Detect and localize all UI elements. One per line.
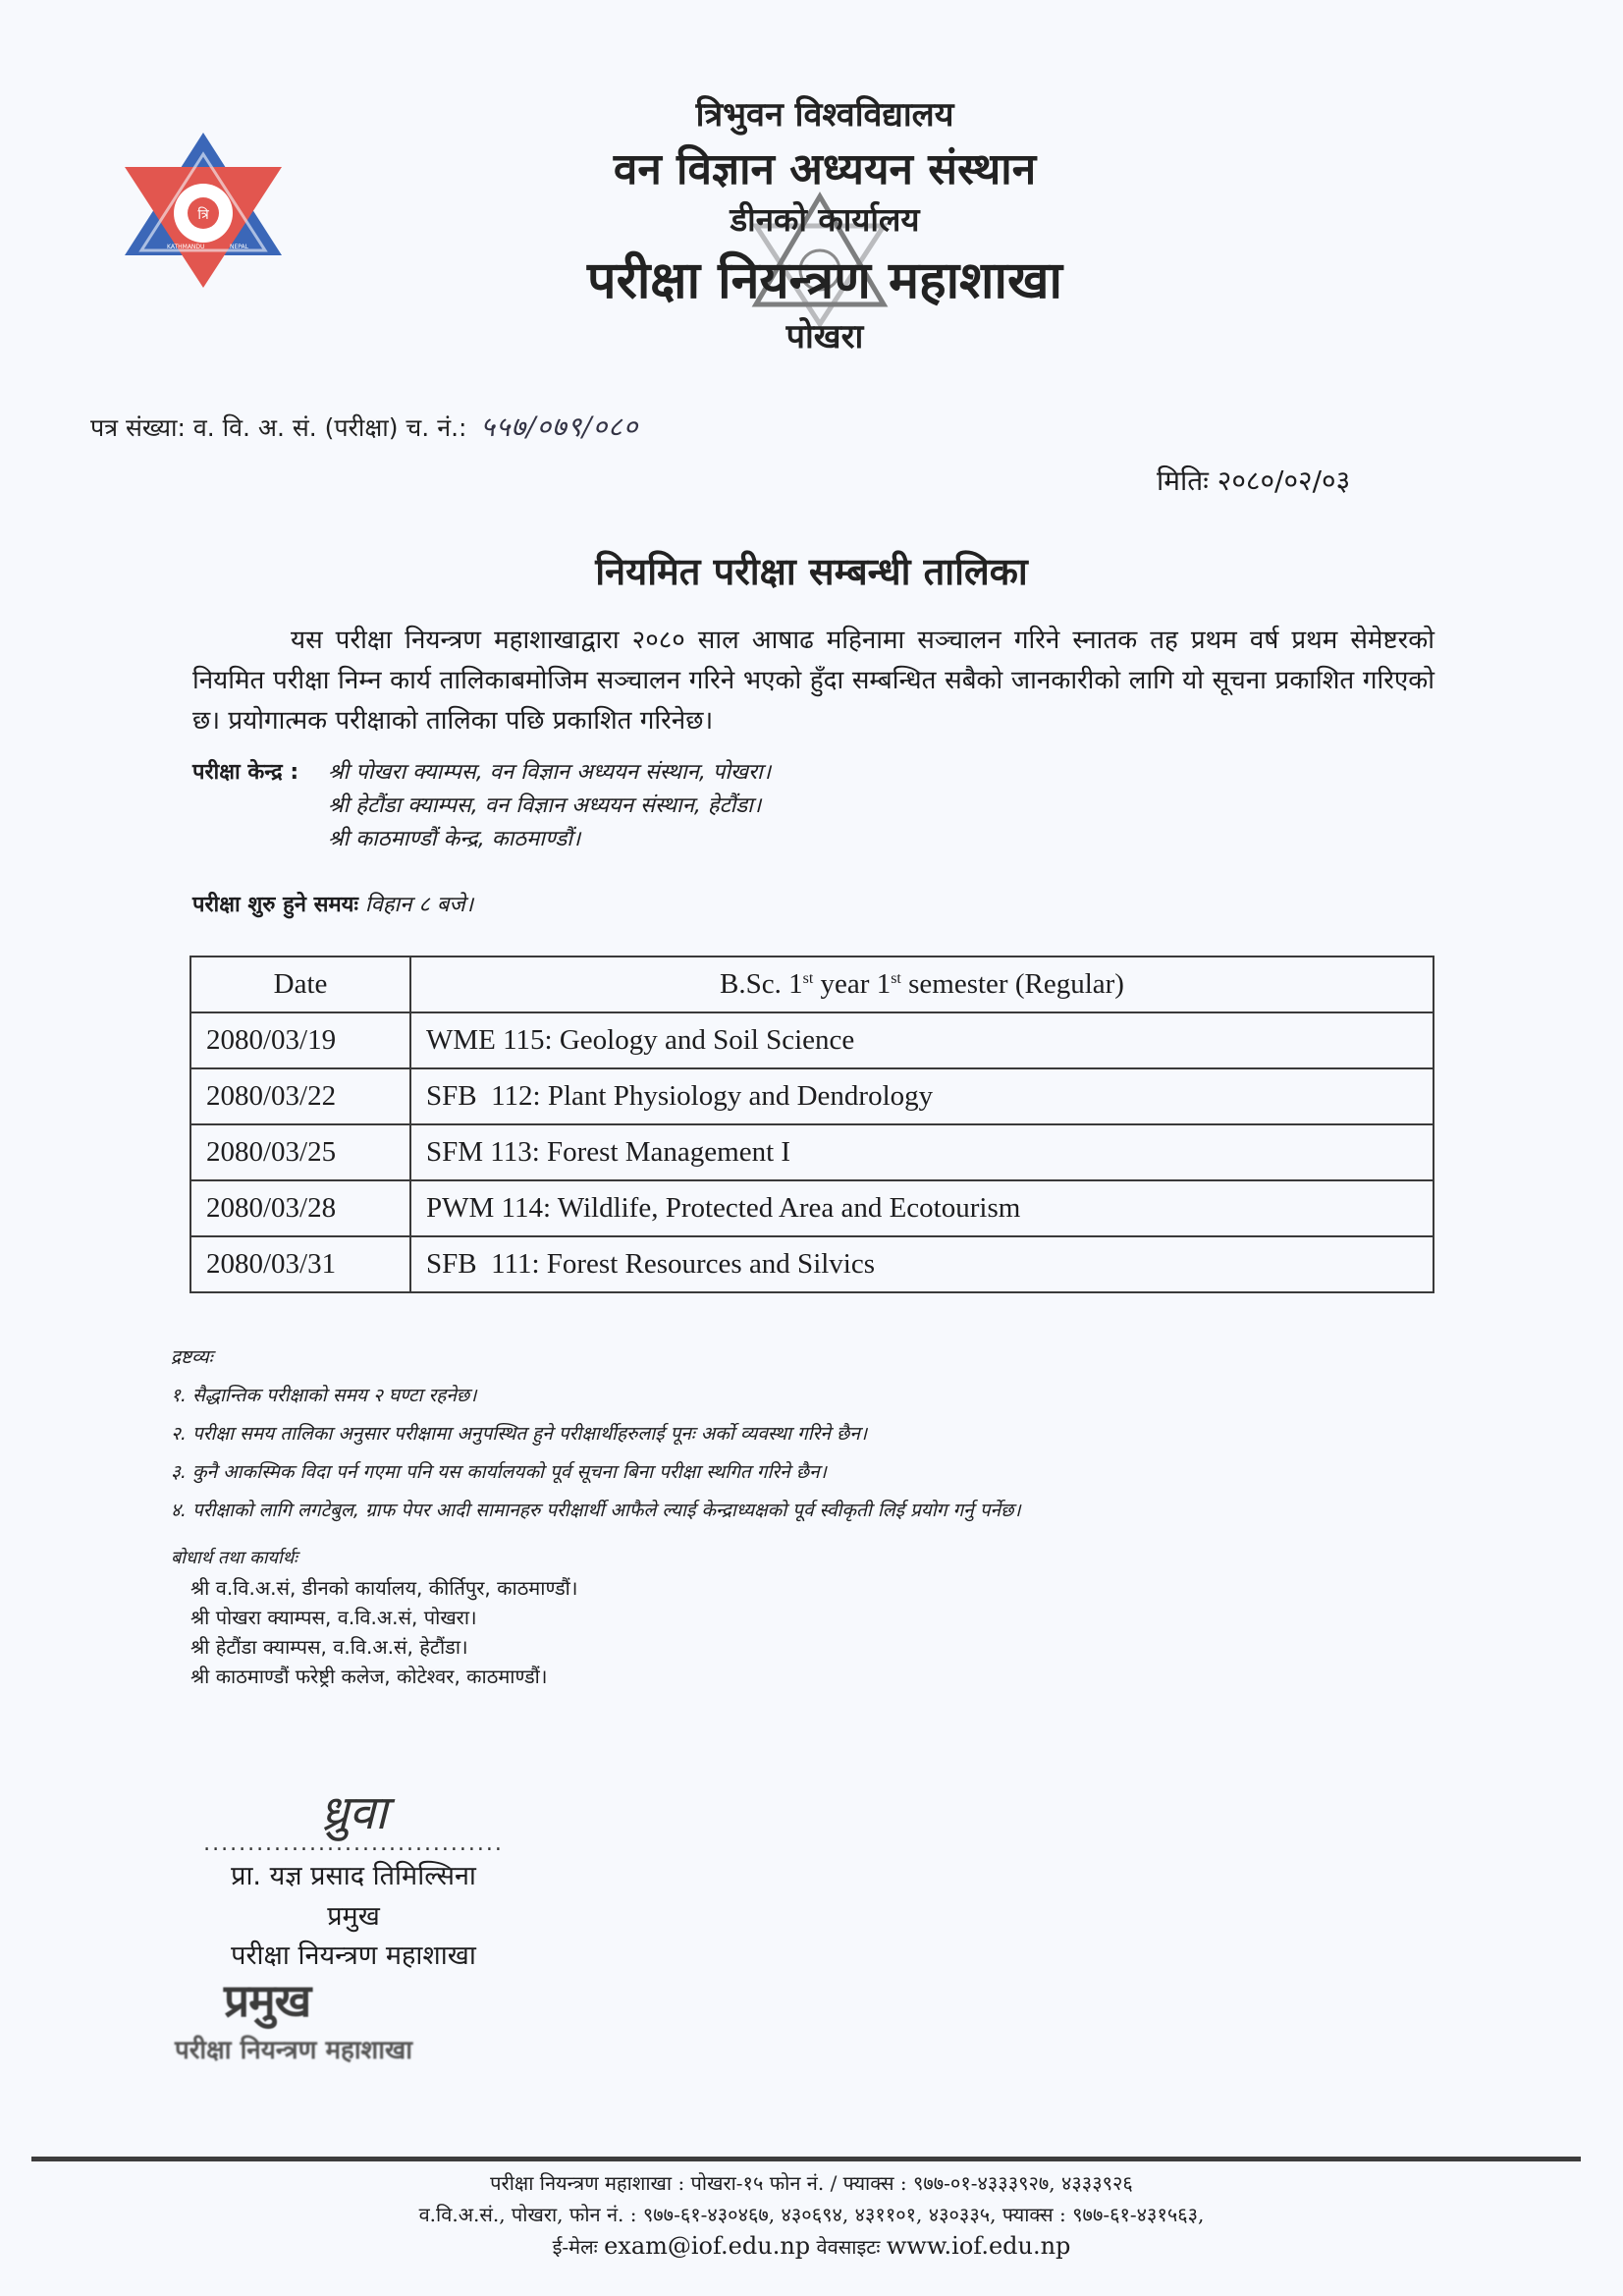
exam-course: SFB 112: Plant Physiology and Dendrology [410, 1068, 1434, 1124]
exam-course: SFM 113: Forest Management I [410, 1124, 1434, 1180]
note-item: ३. कुनै आकस्मिक विदा पर्न गएमा पनि यस कार्यालयको पूर्व सूचना बिना परीक्षा स्थगित गरिने छैन। [171, 1461, 827, 1483]
letter-ref-number: ५५७/०७९/०८० [480, 410, 639, 443]
exam-date: 2080/03/25 [190, 1124, 410, 1180]
cc-item: श्री पोखरा क्याम्पस, व.वि.अ.सं, पोखरा। [190, 1606, 477, 1629]
svg-text:NEPAL: NEPAL [230, 244, 248, 250]
exam-date: 2080/03/22 [190, 1068, 410, 1124]
cc-heading: बोधार्थ तथा कार्यार्थः [171, 1548, 298, 1568]
cc-item: श्री व.वि.अ.सं, डीनको कार्यालय, कीर्तिपुर, काठमाण्डौं। [190, 1576, 578, 1600]
table-row [190, 1068, 1434, 1124]
signatory-name: प्रा. यज्ञ प्रसाद तिमिल्सिना [231, 1861, 476, 1891]
footer-divider [31, 2157, 1581, 2161]
page-title: नियमित परीक्षा सम्बन्धी तालिका [595, 550, 1028, 593]
website-link[interactable]: www.iof.edu.np [886, 2232, 1071, 2260]
signature-line: .................................. [203, 1831, 504, 1856]
notes-heading: द्रष्टव्यः [171, 1346, 213, 1368]
institute-name: वन विज्ञान अध्ययन संस्थान [613, 144, 1037, 194]
cc-section [171, 1544, 577, 1691]
rubber-stamp-department: परीक्षा नियन्त्रण महाशाखा [175, 2036, 412, 2065]
table-row [190, 1124, 1434, 1180]
center-item: श्री हेटौंडा क्याम्पस, वन विज्ञान अध्ययन संस्थान, हेटौंडा। [328, 793, 762, 818]
note-item: ४. परीक्षाको लागि लगटेबुल, ग्राफ पेपर आदी सामानहरु परीक्षार्थी आफैले ल्याई केन्द्राध्यक्षको पूर्व स्वीकृती लिई प्रयोग गर्नु पर्नेछ। [171, 1500, 1021, 1521]
table-row [190, 1180, 1434, 1236]
city-name: पोखरा [785, 317, 864, 356]
note-item: १. सैद्धान्तिक परीक्षाको समय २ घण्टा रहनेछ। [171, 1385, 477, 1406]
email-label: ई-मेलः [552, 2235, 598, 2259]
department-name: परीक्षा नियन्त्रण महाशाखा [587, 251, 1062, 310]
letter-reference [90, 408, 638, 445]
footer-line-2: व.वि.अ.सं., पोखरा, फोन नं. : ९७७-६१-४३०४६७, ४३०६९४, ४३११०१, ४३०३३५, फ्याक्स : ९७७-६१-४३१५६३, [418, 2203, 1205, 2226]
table-row [190, 1012, 1434, 1068]
start-time-label: परीक्षा शुरु हुने समयः [192, 893, 358, 917]
handwritten-signature: ध्रुवा [319, 1785, 388, 1840]
exam-start-time [192, 889, 473, 918]
start-time-value: विहान ८ बजे। [364, 893, 474, 917]
signatory-department: परीक्षा नियन्त्रण महाशाखा [231, 1941, 476, 1971]
notes-section [171, 1339, 1021, 1530]
rubber-stamp-title: प्रमुख [224, 1974, 311, 2027]
centers-label: परीक्षा केन्द्र : [192, 760, 299, 785]
intro-paragraph [192, 621, 1434, 741]
exam-centers [192, 756, 771, 856]
cc-item: श्री काठमाण्डौं फरेष्ट्री कलेज, कोटेश्वर, काठमाण्डौं। [190, 1665, 548, 1688]
center-item: श्री पोखरा क्याम्पस, वन विज्ञान अध्ययन संस्थान, पोखरा। [328, 760, 772, 785]
exam-course: SFB 111: Forest Resources and Silvics [410, 1236, 1434, 1292]
footer [0, 2167, 1623, 2263]
website-label: वेवसाइटः [816, 2235, 881, 2259]
exam-date: 2080/03/28 [190, 1180, 410, 1236]
exam-date: 2080/03/31 [190, 1236, 410, 1292]
intro-text: यस परीक्षा नियन्त्रण महाशाखाद्वारा २०८० साल आषाढ महिनामा सञ्चालन गरिने स्नातक तह प्रथम वर्ष प्रथम सेमेष्टरको नियमित परीक्षा निम्न कार्य तालिकाबमोजिम सञ्चालन गरिने भएको हुँदा सम्बन्धित सबैको जानकारीको लागि यो सूचना प्रकाशित गरिएको छ। प्रयोगात्मक परीक्षाको तालिका पछि प्रकाशित गरिनेछ। [192, 626, 1434, 736]
table-row [190, 1236, 1434, 1292]
exam-schedule-table [189, 956, 1434, 1293]
university-name: त्रिभुवन विश्वविद्यालय [695, 95, 954, 135]
date-value: २०८०/०२/०३ [1217, 465, 1351, 497]
center-item: श्री काठमाण्डौं केन्द्र, काठमाण्डौं। [328, 827, 581, 851]
university-logo [120, 133, 287, 280]
tu-emblem-icon [120, 133, 287, 290]
dean-office: डीनको कार्यालय [730, 200, 920, 239]
exam-course: PWM 114: Wildlife, Protected Area and Ecotourism [410, 1180, 1434, 1236]
footer-line-1: परीक्षा नियन्त्रण महाशाखा : पोखरा-१५ फोन नं. / फ्याक्स : ९७७-०१-४३३३९२७, ४३३३९२६ [490, 2171, 1133, 2195]
col-header-course: B.Sc. 1st year 1st semester (Regular) [410, 957, 1434, 1012]
table-header-row [190, 957, 1434, 1012]
svg-text:KATHMANDU: KATHMANDU [167, 244, 205, 250]
signature-block [196, 1787, 511, 1976]
note-item: २. परीक्षा समय तालिका अनुसार परीक्षामा अनुपस्थित हुने परीक्षार्थीहरुलाई पूनः अर्को व्यवस्था गरिने छैन। [171, 1423, 868, 1445]
letter-ref-label: पत्र संख्या: व. वि. अ. सं. (परीक्षा) च. नं.: [90, 413, 467, 442]
email-link[interactable]: exam@iof.edu.np [604, 2232, 811, 2260]
col-header-date: Date [190, 957, 410, 1012]
svg-text:त्रि: त्रि [197, 207, 209, 223]
signatory-role: प्रमुख [327, 1901, 380, 1932]
letter-date [1157, 462, 1350, 499]
cc-item: श्री हेटौंडा क्याम्पस, व.वि.अ.सं, हेटौंडा। [190, 1635, 468, 1659]
date-label: मितिः [1157, 465, 1209, 497]
exam-course: WME 115: Geology and Soil Science [410, 1012, 1434, 1068]
exam-date: 2080/03/19 [190, 1012, 410, 1068]
